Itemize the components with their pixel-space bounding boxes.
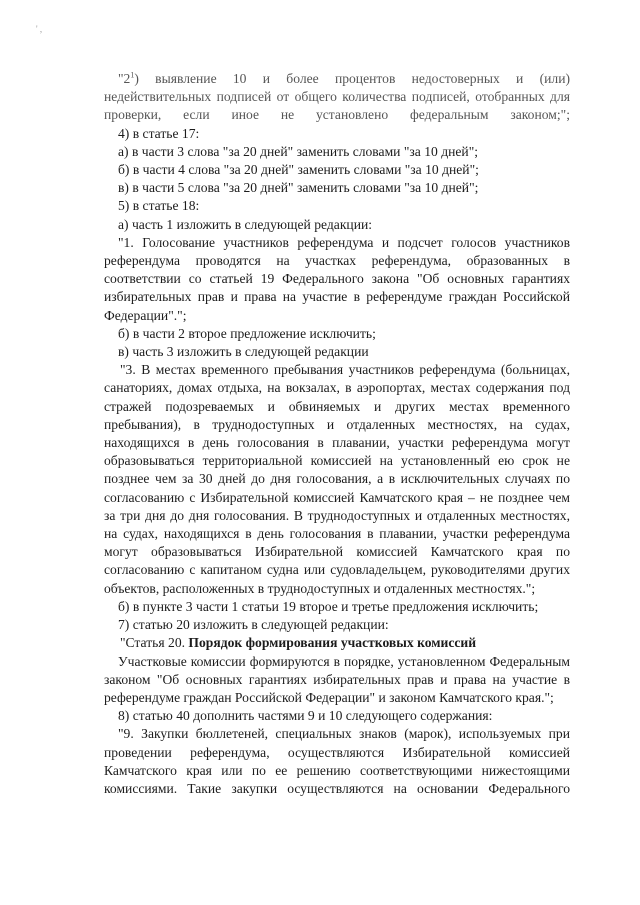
item-7: 7) статью 20 изложить в следующей редакции: xyxy=(118,617,389,633)
article-40-part-9: "9. Закупки бюллетеней, специальных знаков (марок), используемых при проведении референдума, осуществляются Избирательной комиссией Камчатского края или по ее решению соответствующими нижестоящими комиссиями. Такие закупки осуществляются на основании Федерального xyxy=(104,726,570,796)
document-body xyxy=(104,70,570,798)
item-5: 5) в статье 18: xyxy=(118,198,200,214)
article-20-title: Порядок формирования участковых комиссий xyxy=(188,635,477,651)
paragraph-2-1-text: ) выявление 10 и более процентов недостоверных и (или) недействительных подписей от общего количества подписей, отобранных для проверки, если иное не установлено федеральным законом;"; xyxy=(104,71,570,123)
item-5b: б) в части 2 второе предложение исключить; xyxy=(118,325,376,341)
item-4: 4) в статье 17: xyxy=(118,125,200,141)
item-4a: а) в части 3 слова "за 20 дней" заменить словами "за 10 дней"; xyxy=(118,143,479,159)
item-5c: в) часть 3 изложить в следующей редакции xyxy=(118,344,369,360)
scan-margin-mark: ' , xyxy=(36,24,43,34)
item-8: 8) статью 40 дополнить частями 9 и 10 следующего содержания: xyxy=(118,708,493,724)
item-6: б) в пункте 3 части 1 статьи 19 второе и третье предложения исключить; xyxy=(118,598,539,614)
article-18-part-3: "3. В местах временного пребывания участников референдума (больницах, санаториях, домах отдыха, на вокзалах, в аэропортах, местах содержания под стражей подозреваемых и обвиняемых и других местах временного пребывания), в труднодоступных и отдаленных местностях, на судах, находящихся в день голосования в плавании, участки референдума могут образовываться территориальной комиссией на установленный ею срок не позднее чем за 30 дней до дня голосования, а в исключительных случаях по согласованию с Избирательной комиссией Камчатского края – не позднее чем за три дня до дня голосования. В труднодоступных и отдаленных местностях, на судах, находящихся в день голосования в плавании, участки референдума могут образовываться Избирательной комиссией Камчатского края по согласованию с капитаном судна или судовладельцем, руководителями других объектов, расположенных в труднодоступных и отдаленных местностях."; xyxy=(104,362,570,596)
article-18-part-1: "1. Голосование участников референдума и подсчет голосов участников референдума проводятся на участках референдума, образованных в соответствии со статьей 19 Федерального закона "Об основных гарантиях избирательных прав и права на участие в референдуме граждан Российской Федерации"."; xyxy=(104,234,570,323)
item-4b: б) в части 4 слова "за 20 дней" заменить словами "за 10 дней"; xyxy=(118,162,479,178)
article-20-prefix: "Статья 20. xyxy=(120,635,189,651)
paragraph-2-1 xyxy=(104,70,570,125)
superscript: 1 xyxy=(130,70,135,80)
article-20-text: Участковые комиссии формируются в порядке, установленном Федеральным законом "Об основных гарантиях избирательных прав и права на участие в референдуме граждан Российской Федерации" и законом Камчатского края."; xyxy=(104,653,570,705)
item-5a: а) часть 1 изложить в следующей редакции: xyxy=(118,216,373,232)
item-4c: в) в части 5 слова "за 20 дней" заменить словами "за 10 дней"; xyxy=(118,180,479,196)
article-20-heading xyxy=(104,634,570,652)
paragraph-2-1-number: "2 xyxy=(118,71,131,86)
